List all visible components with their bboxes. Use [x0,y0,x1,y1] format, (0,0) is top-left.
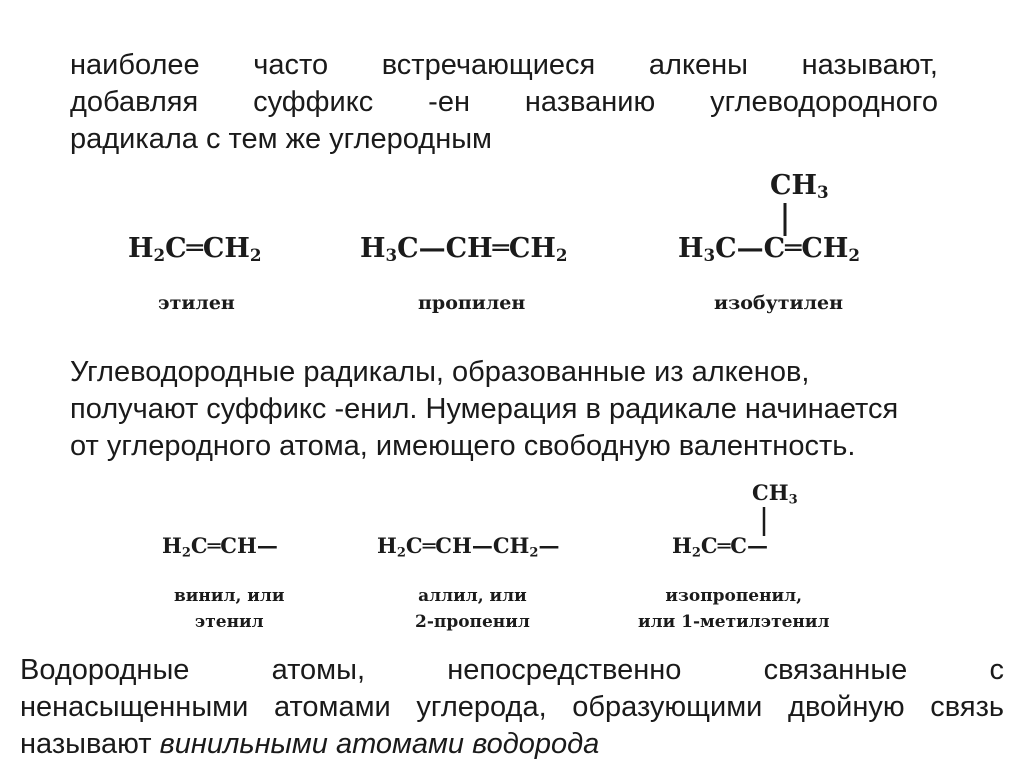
isopropenyl-branch: $CH_3$ [752,480,798,508]
text-line: Водородные атомы, непосредственно связанные с [20,654,1004,686]
isopropenyl-formula: $H_2C═C—$ [672,533,768,561]
isobutylene-name: изобутилен [714,292,843,314]
isobutylene-branch: $CH_3$ [770,170,829,203]
vinyl-formula: $H_2C═CH—$ [162,533,278,561]
text-line: наиболее часто встречающиеся алкены называют, [70,49,938,81]
ethylene-formula: $H_2C═CH_2$ [128,233,262,266]
propylene-name: пропилен [418,292,526,314]
isopropenyl-name: изопропенил, или 1-метилэтенил [638,586,830,632]
text-line: называют винильными атомами водорода [20,728,600,760]
ethylene-name: этилен [158,292,235,314]
text-line: от углеродного атома, имеющего свободную валентность. [70,430,856,462]
text-line: радикала с тем же углеродным [70,123,492,155]
isobutylene-formula: $H_3C—C═CH_2$ [678,233,861,266]
allyl-formula: $H_2C═CH—CH_2—$ [377,533,560,561]
propylene-formula: $H_3C—CH═CH_2$ [360,233,568,266]
vinyl-hydrogen-paragraph [20,652,1004,763]
text-line: добавляя суффикс -ен названию углеводородного [70,86,938,118]
text-line: Углеводородные радикалы, образованные из алкенов, [70,356,810,388]
text-line: ненасыщенными атомами углерода, образующими двойную связь [20,691,1004,723]
allyl-name: аллил, или 2-пропенил [415,586,530,632]
text-line: получают суффикс -енил. Нумерация в радикале начинается [70,393,899,425]
term-vinyl-hydrogen: винильными атомами водорода [159,728,600,760]
vinyl-name: винил, или этенил [174,586,285,632]
